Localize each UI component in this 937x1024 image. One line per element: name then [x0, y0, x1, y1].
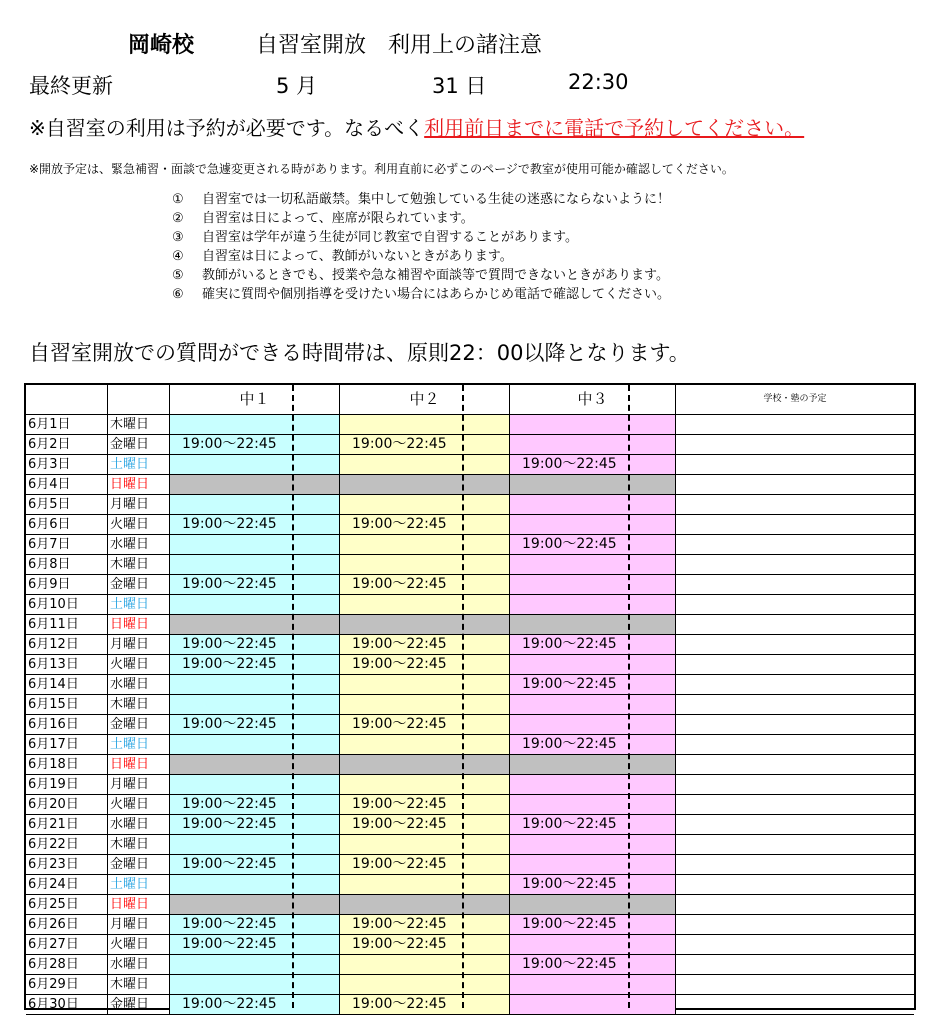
weekday-cell: 水曜日	[108, 675, 170, 694]
weekday-cell: 水曜日	[108, 815, 170, 834]
date-cell: 6月3日	[26, 455, 108, 474]
school-schedule-cell	[676, 995, 914, 1014]
school-schedule-cell	[676, 535, 914, 554]
date-cell: 6月28日	[26, 955, 108, 974]
date-cell: 6月15日	[26, 695, 108, 714]
date-cell: 6月14日	[26, 675, 108, 694]
header-school-schedule: 学校・塾の予定	[763, 394, 827, 404]
school-schedule-cell	[676, 615, 914, 634]
weekday-cell: 月曜日	[108, 635, 170, 654]
grade3-slot-cell	[510, 755, 676, 774]
grade1-slot-cell	[170, 715, 340, 734]
grade2-slot-cell	[340, 915, 510, 934]
weekday-cell: 月曜日	[108, 495, 170, 514]
grade1-slot-cell	[170, 595, 340, 614]
grade3-slot-cell	[510, 615, 676, 634]
school-schedule-cell	[676, 515, 914, 534]
grade3-slot-cell	[510, 475, 676, 494]
date-cell: 6月11日	[26, 615, 108, 634]
header-date-cell	[26, 385, 108, 414]
grade1-slot-cell	[170, 455, 340, 474]
grade1-slot-cell	[170, 615, 340, 634]
grade2-slot-cell	[340, 835, 510, 854]
grade3-slot-cell	[510, 535, 676, 554]
weekday-cell: 金曜日	[108, 435, 170, 454]
table-row	[26, 455, 914, 475]
weekday-cell: 木曜日	[108, 835, 170, 854]
date-cell: 6月20日	[26, 795, 108, 814]
header-grade2: 中２	[340, 385, 510, 414]
date-cell: 6月12日	[26, 635, 108, 654]
grade1-slot-cell	[170, 695, 340, 714]
open-time-slot: 19:00～22:45	[352, 716, 447, 732]
header-grade1: 中１	[170, 385, 340, 414]
grade3-slot-cell	[510, 555, 676, 574]
grade3-slot-cell	[510, 915, 676, 934]
weekday-cell: 月曜日	[108, 915, 170, 934]
grade3-slot-cell	[510, 995, 676, 1014]
usage-rules-list	[172, 190, 670, 304]
table-row	[26, 895, 914, 915]
grade2-slot-cell	[340, 975, 510, 994]
open-time-slot: 19:00～22:45	[522, 736, 617, 752]
grade1-slot-cell	[170, 755, 340, 774]
grade2-slot-cell	[340, 655, 510, 674]
grade2-slot-cell	[340, 955, 510, 974]
table-row	[26, 535, 914, 555]
school-schedule-cell	[676, 495, 914, 514]
weekday-cell: 木曜日	[108, 695, 170, 714]
school-schedule-cell	[676, 975, 914, 994]
question-time-heading: 自習室開放での質問ができる時間帯は、原則22：00以降となります。	[29, 341, 690, 365]
page-title	[0, 28, 937, 56]
weekday-cell: 土曜日	[108, 735, 170, 754]
weekday-cell: 土曜日	[108, 875, 170, 894]
open-time-slot: 19:00～22:45	[522, 676, 617, 692]
open-time-slot: 19:00～22:45	[182, 516, 277, 532]
grade3-divider	[628, 385, 630, 1008]
grade1-slot-cell	[170, 575, 340, 594]
school-schedule-cell	[676, 475, 914, 494]
grade2-slot-cell	[340, 415, 510, 434]
weekday-cell: 水曜日	[108, 955, 170, 974]
weekday-cell: 火曜日	[108, 795, 170, 814]
usage-rule-number: ①	[172, 192, 184, 207]
school-schedule-cell	[676, 435, 914, 454]
school-schedule-cell	[676, 735, 914, 754]
grade3-slot-cell	[510, 435, 676, 454]
weekday-cell: 日曜日	[108, 615, 170, 634]
weekday-cell: 水曜日	[108, 535, 170, 554]
last-updated	[0, 70, 937, 98]
grade3-slot-cell	[510, 835, 676, 854]
grade1-slot-cell	[170, 815, 340, 834]
page-heading: 自習室開放 利用上の諸注意	[256, 33, 543, 58]
last-updated-month: 5 月	[276, 74, 318, 98]
grade2-slot-cell	[340, 815, 510, 834]
table-row	[26, 935, 914, 955]
date-cell: 6月16日	[26, 715, 108, 734]
date-cell: 6月8日	[26, 555, 108, 574]
grade2-slot-cell	[340, 795, 510, 814]
open-time-slot: 19:00～22:45	[182, 996, 277, 1012]
weekday-cell: 日曜日	[108, 475, 170, 494]
table-row	[26, 695, 914, 715]
school-schedule-cell	[676, 855, 914, 874]
grade2-slot-cell	[340, 755, 510, 774]
table-row	[26, 475, 914, 495]
table-row	[26, 415, 914, 435]
school-schedule-cell	[676, 935, 914, 954]
grade3-slot-cell	[510, 455, 676, 474]
school-schedule-cell	[676, 455, 914, 474]
reservation-notice	[29, 112, 804, 141]
grade3-slot-cell	[510, 875, 676, 894]
header-weekday-cell	[108, 385, 170, 414]
table-row	[26, 435, 914, 455]
weekday-cell: 金曜日	[108, 995, 170, 1014]
school-schedule-cell	[676, 595, 914, 614]
date-cell: 6月2日	[26, 435, 108, 454]
date-cell: 6月23日	[26, 855, 108, 874]
header-grade3: 中３	[510, 385, 676, 414]
table-row	[26, 815, 914, 835]
reservation-notice-text: ※自習室の利用は予約が必要です。なるべく	[29, 116, 425, 140]
weekday-cell: 木曜日	[108, 415, 170, 434]
grade3-slot-cell	[510, 575, 676, 594]
last-updated-time: 22:30	[568, 70, 629, 94]
grade3-slot-cell	[510, 695, 676, 714]
date-cell: 6月7日	[26, 535, 108, 554]
grade3-slot-cell	[510, 895, 676, 914]
grade2-slot-cell	[340, 455, 510, 474]
open-time-slot: 19:00～22:45	[182, 576, 277, 592]
school-schedule-cell	[676, 635, 914, 654]
open-time-slot: 19:00～22:45	[352, 916, 447, 932]
grade1-slot-cell	[170, 535, 340, 554]
grade2-slot-cell	[340, 595, 510, 614]
open-time-slot: 19:00～22:45	[182, 436, 277, 452]
usage-rule-number: ④	[172, 249, 184, 264]
date-cell: 6月29日	[26, 975, 108, 994]
table-row	[26, 995, 914, 1015]
date-cell: 6月17日	[26, 735, 108, 754]
grade1-slot-cell	[170, 915, 340, 934]
grade2-slot-cell	[340, 995, 510, 1014]
table-row	[26, 515, 914, 535]
table-row	[26, 855, 914, 875]
grade2-slot-cell	[340, 555, 510, 574]
grade3-slot-cell	[510, 415, 676, 434]
grade2-slot-cell	[340, 735, 510, 754]
schedule-table	[24, 383, 916, 1010]
grade2-slot-cell	[340, 575, 510, 594]
grade1-slot-cell	[170, 655, 340, 674]
grade2-slot-cell	[340, 515, 510, 534]
date-cell: 6月4日	[26, 475, 108, 494]
weekday-cell: 土曜日	[108, 455, 170, 474]
usage-rule-number: ③	[172, 230, 184, 245]
grade3-slot-cell	[510, 655, 676, 674]
reservation-notice-highlight: 利用前日までに電話で予約してください。	[424, 116, 805, 140]
weekday-cell: 金曜日	[108, 575, 170, 594]
grade1-slot-cell	[170, 675, 340, 694]
grade2-slot-cell	[340, 875, 510, 894]
school-schedule-cell	[676, 755, 914, 774]
weekday-cell: 火曜日	[108, 515, 170, 534]
usage-rule-number: ⑤	[172, 268, 184, 283]
usage-rule-item	[172, 190, 670, 209]
school-schedule-cell	[676, 415, 914, 434]
date-cell: 6月10日	[26, 595, 108, 614]
open-time-slot: 19:00～22:45	[182, 656, 277, 672]
school-schedule-cell	[676, 895, 914, 914]
grade2-divider	[462, 385, 464, 1008]
grade2-slot-cell	[340, 615, 510, 634]
date-cell: 6月13日	[26, 655, 108, 674]
table-row	[26, 595, 914, 615]
grade1-slot-cell	[170, 895, 340, 914]
grade3-slot-cell	[510, 495, 676, 514]
date-cell: 6月22日	[26, 835, 108, 854]
school-schedule-cell	[676, 655, 914, 674]
grade1-slot-cell	[170, 495, 340, 514]
date-cell: 6月9日	[26, 575, 108, 594]
school-schedule-cell	[676, 775, 914, 794]
grade1-slot-cell	[170, 435, 340, 454]
weekday-cell: 金曜日	[108, 855, 170, 874]
open-time-slot: 19:00～22:45	[182, 796, 277, 812]
last-updated-label: 最終更新	[29, 74, 113, 98]
grade2-slot-cell	[340, 855, 510, 874]
last-updated-day: 31 日	[432, 74, 487, 98]
grade3-slot-cell	[510, 595, 676, 614]
table-row	[26, 795, 914, 815]
date-cell: 6月27日	[26, 935, 108, 954]
open-time-slot: 19:00～22:45	[352, 996, 447, 1012]
grade2-slot-cell	[340, 475, 510, 494]
table-header-row	[26, 385, 914, 415]
grade1-slot-cell	[170, 855, 340, 874]
date-cell: 6月6日	[26, 515, 108, 534]
school-name: 岡崎校	[128, 33, 195, 58]
open-time-slot: 19:00～22:45	[182, 816, 277, 832]
grade2-slot-cell	[340, 535, 510, 554]
school-schedule-cell	[676, 695, 914, 714]
table-row	[26, 635, 914, 655]
table-row	[26, 835, 914, 855]
weekday-cell: 金曜日	[108, 715, 170, 734]
school-schedule-cell	[676, 915, 914, 934]
usage-rule-item	[172, 247, 670, 266]
table-row	[26, 735, 914, 755]
date-cell: 6月24日	[26, 875, 108, 894]
table-row	[26, 555, 914, 575]
school-schedule-cell	[676, 675, 914, 694]
usage-rule-item	[172, 285, 670, 304]
grade3-slot-cell	[510, 935, 676, 954]
usage-rule-text: 教師がいるときでも、授業や急な補習や面談等で質問できないときがあります。	[202, 268, 669, 283]
school-schedule-cell	[676, 835, 914, 854]
table-row	[26, 955, 914, 975]
weekday-cell: 日曜日	[108, 895, 170, 914]
table-row	[26, 915, 914, 935]
grade1-divider	[292, 385, 294, 1008]
grade3-slot-cell	[510, 735, 676, 754]
date-cell: 6月25日	[26, 895, 108, 914]
open-time-slot: 19:00～22:45	[522, 536, 617, 552]
grade1-slot-cell	[170, 975, 340, 994]
grade1-slot-cell	[170, 735, 340, 754]
grade1-slot-cell	[170, 835, 340, 854]
open-time-slot: 19:00～22:45	[522, 816, 617, 832]
grade1-slot-cell	[170, 955, 340, 974]
open-time-slot: 19:00～22:45	[522, 876, 617, 892]
grade1-slot-cell	[170, 515, 340, 534]
weekday-cell: 土曜日	[108, 595, 170, 614]
schedule-change-note: ※開放予定は、緊急補習・面談で急遽変更される時があります。利用直前に必ずこのページで教室が使用可能か確認してください。	[29, 162, 734, 176]
usage-rule-text: 確実に質問や個別指導を受けたい場合にはあらかじめ電話で確認してください。	[202, 287, 671, 302]
grade3-slot-cell	[510, 775, 676, 794]
date-cell: 6月19日	[26, 775, 108, 794]
grade1-slot-cell	[170, 995, 340, 1014]
grade3-slot-cell	[510, 955, 676, 974]
open-time-slot: 19:00～22:45	[182, 636, 277, 652]
grade1-slot-cell	[170, 475, 340, 494]
date-cell: 6月26日	[26, 915, 108, 934]
open-time-slot: 19:00～22:45	[352, 516, 447, 532]
school-schedule-cell	[676, 575, 914, 594]
table-row	[26, 655, 914, 675]
open-time-slot: 19:00～22:45	[182, 716, 277, 732]
grade3-slot-cell	[510, 675, 676, 694]
grade1-slot-cell	[170, 935, 340, 954]
weekday-cell: 日曜日	[108, 755, 170, 774]
grade1-slot-cell	[170, 635, 340, 654]
open-time-slot: 19:00～22:45	[182, 916, 277, 932]
grade1-slot-cell	[170, 795, 340, 814]
grade2-slot-cell	[340, 695, 510, 714]
grade2-slot-cell	[340, 675, 510, 694]
open-time-slot: 19:00～22:45	[182, 856, 277, 872]
grade3-slot-cell	[510, 715, 676, 734]
school-schedule-cell	[676, 955, 914, 974]
usage-rule-number: ②	[172, 211, 184, 226]
table-row	[26, 975, 914, 995]
grade2-slot-cell	[340, 715, 510, 734]
open-time-slot: 19:00～22:45	[352, 816, 447, 832]
grade3-slot-cell	[510, 815, 676, 834]
grade2-slot-cell	[340, 495, 510, 514]
usage-rule-text: 自習室では一切私語厳禁。集中して勉強している生徒の迷惑にならないように！	[202, 192, 671, 207]
usage-rule-item	[172, 266, 670, 285]
table-row	[26, 575, 914, 595]
weekday-cell: 火曜日	[108, 655, 170, 674]
usage-rule-text: 自習室は日によって、教師がいないときがあります。	[202, 249, 513, 264]
date-cell: 6月5日	[26, 495, 108, 514]
weekday-cell: 月曜日	[108, 775, 170, 794]
open-time-slot: 19:00～22:45	[522, 636, 617, 652]
grade1-slot-cell	[170, 555, 340, 574]
grade3-slot-cell	[510, 515, 676, 534]
usage-rule-number: ⑥	[172, 287, 184, 302]
grade1-slot-cell	[170, 875, 340, 894]
grade3-slot-cell	[510, 855, 676, 874]
grade3-slot-cell	[510, 795, 676, 814]
table-row	[26, 715, 914, 735]
grade2-slot-cell	[340, 775, 510, 794]
date-cell: 6月21日	[26, 815, 108, 834]
open-time-slot: 19:00～22:45	[352, 576, 447, 592]
open-time-slot: 19:00～22:45	[352, 936, 447, 952]
weekday-cell: 火曜日	[108, 935, 170, 954]
grade3-slot-cell	[510, 635, 676, 654]
grade2-slot-cell	[340, 895, 510, 914]
open-time-slot: 19:00～22:45	[182, 936, 277, 952]
table-row	[26, 615, 914, 635]
table-row	[26, 875, 914, 895]
school-schedule-cell	[676, 795, 914, 814]
grade1-slot-cell	[170, 775, 340, 794]
school-schedule-cell	[676, 875, 914, 894]
grade1-slot-cell	[170, 415, 340, 434]
table-row	[26, 495, 914, 515]
open-time-slot: 19:00～22:45	[352, 856, 447, 872]
date-cell: 6月30日	[26, 995, 108, 1014]
open-time-slot: 19:00～22:45	[522, 956, 617, 972]
usage-rule-item	[172, 209, 670, 228]
grade3-slot-cell	[510, 975, 676, 994]
open-time-slot: 19:00～22:45	[352, 636, 447, 652]
table-row	[26, 675, 914, 695]
open-time-slot: 19:00～22:45	[352, 796, 447, 812]
table-row	[26, 755, 914, 775]
school-schedule-cell	[676, 715, 914, 734]
open-time-slot: 19:00～22:45	[522, 456, 617, 472]
open-time-slot: 19:00～22:45	[522, 916, 617, 932]
usage-rule-text: 自習室は日によって、座席が限られています。	[202, 211, 474, 226]
school-schedule-cell	[676, 815, 914, 834]
usage-rule-text: 自習室は学年が違う生徒が同じ教室で自習することがあります。	[202, 230, 578, 245]
grade2-slot-cell	[340, 435, 510, 454]
school-schedule-cell	[676, 555, 914, 574]
grade2-slot-cell	[340, 935, 510, 954]
open-time-slot: 19:00～22:45	[352, 436, 447, 452]
date-cell: 6月18日	[26, 755, 108, 774]
table-row	[26, 775, 914, 795]
date-cell: 6月1日	[26, 415, 108, 434]
grade2-slot-cell	[340, 635, 510, 654]
weekday-cell: 木曜日	[108, 975, 170, 994]
open-time-slot: 19:00～22:45	[352, 656, 447, 672]
weekday-cell: 木曜日	[108, 555, 170, 574]
usage-rule-item	[172, 228, 670, 247]
